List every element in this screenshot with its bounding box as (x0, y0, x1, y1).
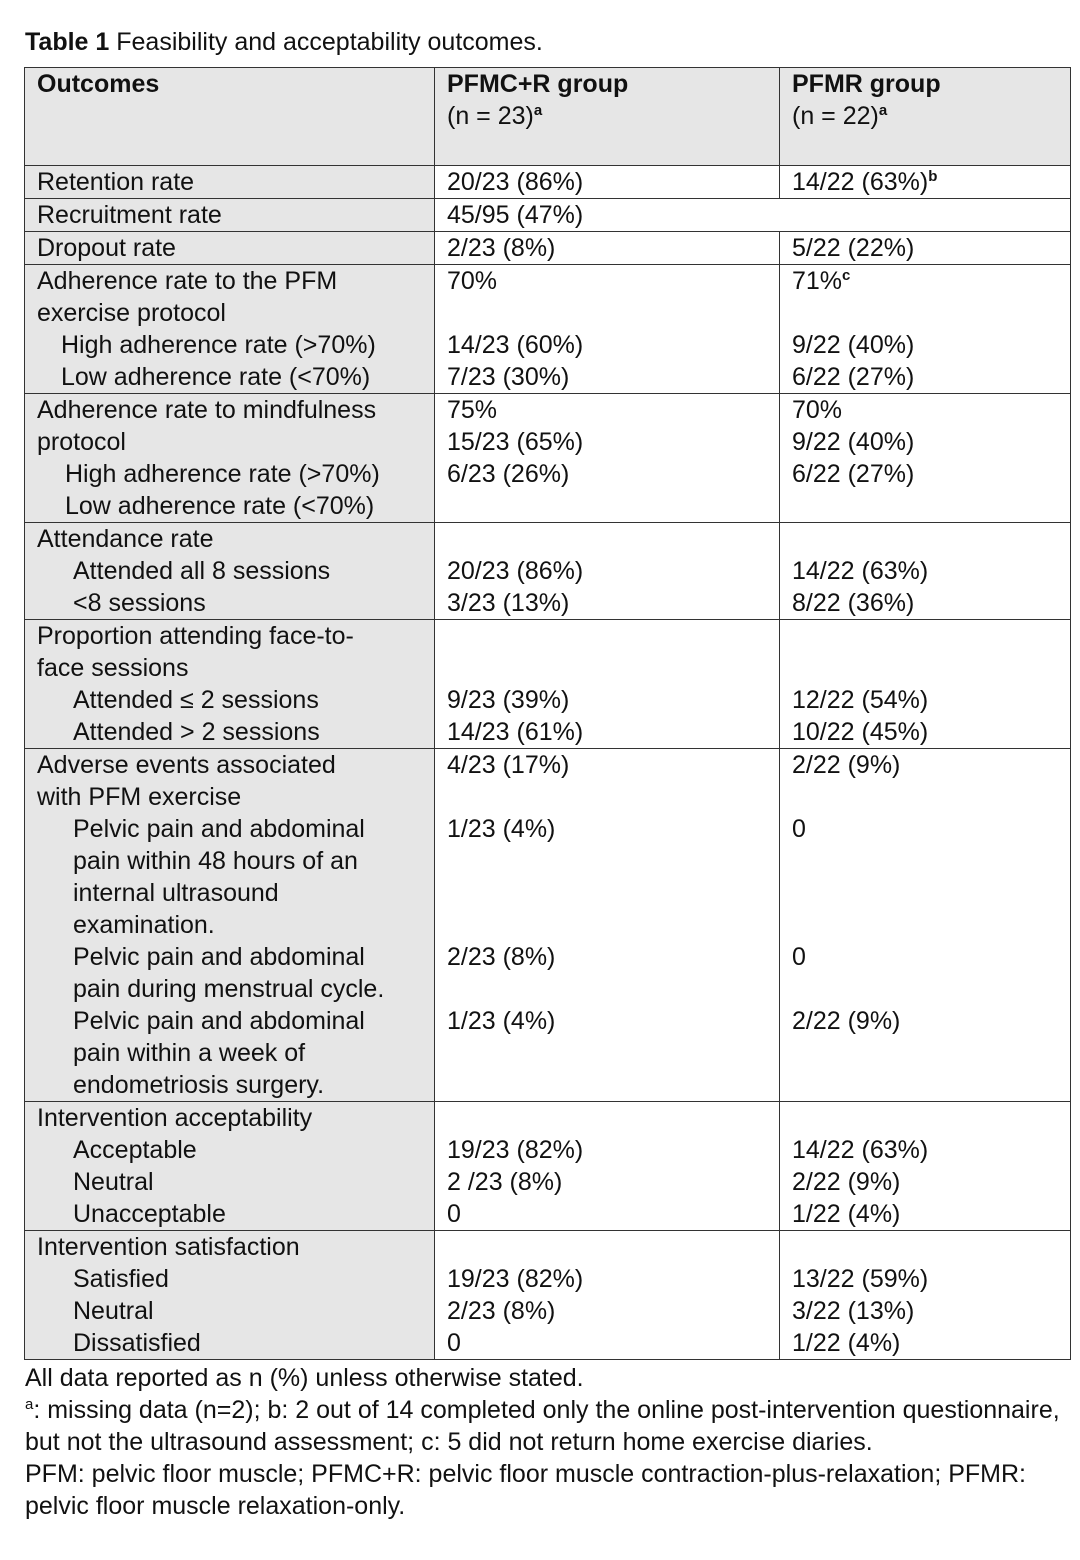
footnote-general: All data reported as n (%) unless otherwise stated. (25, 1364, 584, 1392)
row-label: Proportion attending face-to- face sessions Attended ≤ 2 sessions Attended > 2 sessions (25, 620, 435, 749)
table-row (25, 1231, 1071, 1360)
table-row (25, 1102, 1071, 1231)
table-row (25, 232, 1071, 265)
table-row (25, 523, 1071, 620)
row-value-pfmr: 12/22 (54%) 10/22 (45%) (780, 620, 1071, 749)
row-value-pfmcr: 4/23 (17%) 1/23 (4%) 2/23 (8%) 1/23 (4%) (435, 749, 780, 1102)
row-label: Adherence rate to the PFM exercise protocol High adherence rate (>70%) Low adherence rate (<70%) (25, 265, 435, 394)
row-value-pfmcr: 19/23 (82%) 2/23 (8%) 0 (435, 1231, 780, 1360)
row-label: Adverse events associated with PFM exercise Pelvic pain and abdominal pain within 48 hours of an internal ultrasound examination. Pelvic pain and abdominal pain during menstrual cycle. Pelvic pain and abdominal pain within a week of endometriosis surgery. (25, 749, 435, 1102)
row-value-pfmcr: 20/23 (86%) 3/23 (13%) (435, 523, 780, 620)
header-pfmr-group: PFMR group (n = 22)$^a$ (780, 68, 1071, 166)
row-value-combined: 45/95 (47%) (435, 199, 1071, 232)
row-value-pfmcr: 20/23 (86%) (435, 166, 780, 199)
table-header-row (25, 68, 1071, 166)
table-footnotes (25, 1362, 1065, 1522)
row-value-pfmr: 70% 9/22 (40%) 6/22 (27%) (780, 394, 1071, 523)
header-outcomes: Outcomes (25, 68, 435, 166)
row-label: Dropout rate (25, 232, 435, 265)
header-pfmcr-group: PFMC+R group (n = 23)$^a$ (435, 68, 780, 166)
row-label: Adherence rate to mindfulness protocol High adherence rate (>70%) Low adherence rate (<70%) (25, 394, 435, 523)
row-label: Intervention satisfaction Satisfied Neutral Dissatisfied (25, 1231, 435, 1360)
row-value-pfmr: 71%$^c$ 9/22 (40%) 6/22 (27%) (780, 265, 1071, 394)
footnote-abc: $^a$: missing data (n=2); b: 2 out of 14 completed only the online post-intervention questionnaire, but not the ultrasound assessment; c: 5 did not return home exercise diaries. (25, 1396, 1060, 1456)
table-caption-label: Table 1 (25, 28, 110, 56)
row-value-pfmcr: 19/23 (82%) 2 /23 (8%) 0 (435, 1102, 780, 1231)
table-row (25, 166, 1071, 199)
row-value-pfmr: 2/22 (9%) 0 0 2/22 (9%) (780, 749, 1071, 1102)
row-value-pfmr: 14/22 $(63\%)^b$ (780, 166, 1071, 199)
row-label: Attendance rate Attended all 8 sessions <8 sessions (25, 523, 435, 620)
row-value-pfmr: 13/22 (59%) 3/22 (13%) 1/22 (4%) (780, 1231, 1071, 1360)
row-value-pfmr: 5/22 (22%) (780, 232, 1071, 265)
row-label: Recruitment rate (25, 199, 435, 232)
footnote-abbreviations: PFM: pelvic floor muscle; PFMC+R: pelvic floor muscle contraction-plus-relaxation; PFMR: pelvic floor muscle relaxation-only. (25, 1460, 1026, 1520)
table-row (25, 265, 1071, 394)
row-value-pfmcr: 70% 14/23 (60%) 7/23 (30%) (435, 265, 780, 394)
row-value-pfmr: 14/22 (63%) 2/22 (9%) 1/22 (4%) (780, 1102, 1071, 1231)
row-label: Intervention acceptability Acceptable Neutral Unacceptable (25, 1102, 435, 1231)
row-label: Retention rate (25, 166, 435, 199)
row-value-pfmcr: 2/23 (8%) (435, 232, 780, 265)
row-value-pfmcr: 9/23 (39%) 14/23 (61%) (435, 620, 780, 749)
table-row (25, 199, 1071, 232)
table-row (25, 620, 1071, 749)
table-caption-text: Feasibility and acceptability outcomes. (109, 28, 543, 56)
outcomes-table (24, 67, 1071, 1360)
table-caption (25, 26, 543, 58)
table-row (25, 749, 1071, 1102)
table-row (25, 394, 1071, 523)
row-value-pfmr: 14/22 (63%) 8/22 (36%) (780, 523, 1071, 620)
row-value-pfmcr: 75% 15/23 (65%) 6/23 (26%) (435, 394, 780, 523)
